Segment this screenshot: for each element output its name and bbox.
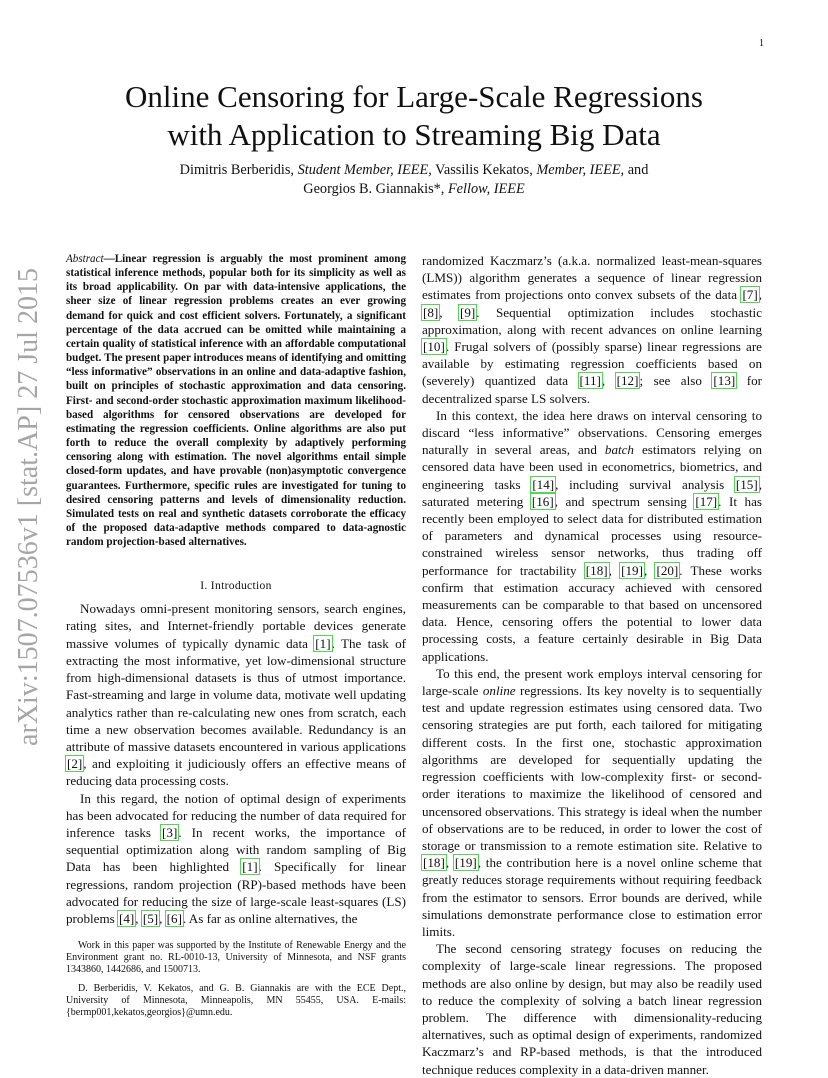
arxiv-stamp-text: arXiv:1507.07536v1 [stat.AP] 27 Jul 2015 (13, 268, 44, 746)
abstract-label: Abstract (66, 253, 104, 265)
citation-link[interactable]: [20] (656, 562, 679, 578)
citation-link[interactable]: [8] (423, 304, 439, 320)
text-run: regressions. Its key novelty is to sequentially test and update regression estimates using censored data. Two censoring strategies are put forth, each tailored for mitigating different costs. In the first one, stochastic approximation algorithms are developed for sequentially updating the regression coefficients with low-complexity first- or second-order iterations to maximize the likelihood of censored and uncensored observations. This strategy is ideal when the number of observations are to be reduced, in order to lower the cost of storage or transmission to a remote estimation site. Relative to (422, 683, 762, 853)
text-run: for decentralized sparse LS solvers. (422, 373, 762, 406)
text-run: , saturated metering (422, 476, 762, 509)
page-number: 1 (759, 38, 764, 49)
arxiv-stamp[interactable] (6, 268, 46, 748)
left-column (66, 252, 406, 927)
citation-link[interactable]: [16] (531, 493, 554, 509)
citation-link[interactable]: [1] (242, 859, 258, 875)
text-run: In this regard, the notion of optimal design of experiments has been advocated for reducing the number of data required for inference tasks (66, 790, 406, 840)
citation-link[interactable]: [19] (454, 855, 477, 871)
author-3-role: Fellow, IEEE (447, 181, 525, 197)
text-run: The second censoring strategy focuses on reducing the complexity of large-scale linear regressions. The proposed methods are also online by design, but may also be readily used to reduce the complexity of solving a batch linear regression problem. The difference with dimensionality-reducing alternatives, such as optimal design of experiments, randomized Kaczmarz’s and RP-based methods, is that the introduced technique reduces complexity in a data-driven manner. (422, 941, 762, 1077)
author-2: Vassilis Kekatos, (431, 162, 533, 178)
footnote-funding: Work in this paper was supported by the Institute of Renewable Energy and the Environment grant no. RL-0010-13, University of Minnesota, and NSF grants 1343860, 1442686, and 1500713. (66, 940, 406, 976)
text-run: estimators relying on censored data have been used in econometrics, biometrics, and engineering tasks (422, 442, 762, 492)
text-run: , (601, 373, 616, 389)
text-run: . As far as online alternatives, the (182, 910, 358, 926)
text-run: In this context, the idea here draws on interval censoring to discard “less informative” observations. Censoring emerges naturally in several areas, and (422, 407, 762, 458)
text-run: , (135, 910, 142, 926)
text-run: To this end, the present work employs interval censoring for large-scale (422, 665, 762, 699)
citation-link[interactable]: [12] (616, 373, 639, 389)
paragraph (422, 665, 762, 940)
arxiv-stamp-svg (6, 268, 46, 748)
title-line-1: Online Censoring for Large-Scale Regressions (125, 79, 703, 114)
text-run: , (608, 562, 621, 578)
citation-link[interactable]: [6] (166, 910, 182, 926)
text-run: . It has recently been employed to select data for distributed estimation of parameters and dynamical processes using resource-constrained wireless sensor networks, thus trading off performance for tractability (422, 493, 762, 578)
text-run: , (445, 855, 454, 871)
citation-link[interactable]: [4] (119, 910, 135, 926)
citation-link[interactable]: [2] (67, 756, 83, 772)
author-3: Georgios B. Giannakis*, (303, 181, 445, 197)
text-run: Nowadays omni-present monitoring sensors, search engines, rating sites, and Internet-friendly portable devices generate massive volumes of typically dynamic data (66, 601, 406, 651)
abstract-text: —Linear regression is arguably the most prominent among statistical inference methods, popular both for its simplicity as well as its broad applicability. On par with data-intensive applications, the sheer size of linear regression problems creates an ever growing demand for quick and cost efficient solvers. Fortunately, a significant percentage of the data accrued can be omitted while maintaining a certain quality of statistical inference with an affordable computational budget. The present paper introduces means of identifying and omitting “less informative” observations in an online and data-adaptive fashion, built on principles of stochastic approximation and data censoring. First- and second-order stochastic approximation maximum likelihood-based algorithms for censored observations are developed for estimating the regression coefficients. Online algorithms are also put forth to reduce the overall complexity by adaptively performing censoring along with estimation. The novel algorithms entail simple closed-form updates, and have provable (non)asymptotic convergence guarantees. Furthermore, specific rules are investigated for tuning to desired censoring patterns and levels of dimensionality reduction. Simulated tests on real and synthetic datasets corroborate the efficacy of the proposed data-adaptive methods compared to data-agnostic random projection-based alternatives. (66, 253, 406, 549)
text-run: . These works confirm that estimation accuracy achieved with censored measurements can be comparable to that based on uncensored data. Hence, censoring offers the potential to lower data processing costs, a feature certainly desirable in Big Data applications. (422, 562, 763, 664)
footnote-affiliation: D. Berberidis, V. Kekatos, and G. B. Giannakis are with the ECE Dept., University of Minnesota, Minneapolis, MN 55455, USA. E-mails:{bermp001,kekatos,georgios}@umn.edu. (66, 982, 406, 1019)
paragraph (66, 790, 406, 928)
citation-link[interactable]: [9] (460, 304, 476, 320)
paragraph (422, 940, 762, 1078)
author-2-role: Member, IEEE, (536, 162, 625, 178)
author-and: and (624, 162, 649, 178)
citation-link[interactable]: [17] (695, 493, 718, 509)
section-heading-introduction: I. Introduction (200, 579, 272, 593)
author-list (60, 161, 768, 199)
emphasis: online (482, 683, 516, 699)
citation-link[interactable]: [11] (579, 373, 601, 389)
text-run: , and exploiting it judiciously offers an effective means of reducing data processing costs. (66, 756, 406, 789)
author-line-1 (60, 161, 768, 180)
citation-link[interactable]: [10] (423, 339, 445, 355)
text-run: . The task of extracting the most informative, yet low-dimensional structure from high-dimensional datasets is thus of utmost importance. Fast-streaming and large in volume data, motivate well updating analytics rather than re-calculating new ones from scratch, each time a new observation becomes available. Redundancy is an attribute of massive datasets encountered in various applications (66, 635, 407, 754)
paragraph (422, 407, 762, 665)
text-run: , (439, 304, 459, 320)
citation-link[interactable]: [18] (585, 562, 608, 578)
text-run: , the contribution here is a novel online scheme that greatly reduces storage requirements without requiring feedback from the estimator to sensors. Error bounds are derived, while simulations demonstrate performance close to estimation error limits. (422, 855, 762, 939)
text-run: , including survival analysis (555, 476, 735, 492)
citation-link[interactable]: [14] (532, 476, 555, 492)
citation-link[interactable]: [15] (735, 476, 758, 492)
footnote (66, 940, 406, 1019)
abstract (66, 252, 406, 549)
text-run: . Specifically for linear regressions, random projection (RP)-based methods have been advocated for reducing the size of large-scale least-squares (LS) problems (66, 859, 406, 926)
paragraph (422, 252, 762, 407)
text-run: , and spectrum sensing (554, 493, 695, 509)
text-run: , (758, 287, 762, 303)
text-run: . In recent works, the importance of sequential optimization along with random sampling of Big Data has been highlighted (66, 824, 406, 875)
author-1: Dimitris Berberidis, (179, 162, 295, 178)
text-run: ; see also (639, 373, 713, 389)
text-run: randomized Kaczmarz’s (a.k.a. normalized least-mean-squares (LMS)) algorithm generates a sequence of linear regression estimates from projections onto convex subsets of the data (422, 253, 762, 303)
text-run: , (643, 562, 656, 578)
right-column (422, 252, 762, 1078)
citation-link[interactable]: [18] (423, 855, 445, 871)
citation-link[interactable]: [13] (713, 373, 736, 389)
citation-link[interactable]: [7] (742, 287, 758, 303)
text-run: . Sequential optimization includes stochastic approximation, along with recent advances on online learning (422, 304, 763, 337)
citation-link[interactable]: [5] (142, 910, 159, 926)
citation-link[interactable]: [1] (315, 635, 331, 651)
author-1-role: Student Member, IEEE, (297, 162, 432, 178)
text-run: . Frugal solvers of (possibly sparse) linear regressions are available by estimating regression coefficients based on (severely) quantized data (422, 339, 762, 389)
citation-link[interactable]: [19] (621, 562, 643, 578)
paragraph (66, 600, 406, 789)
author-line-2 (60, 180, 768, 199)
emphasis: batch (604, 442, 634, 458)
paper-title (60, 78, 768, 154)
title-line-2: with Application to Streaming Big Data (167, 117, 661, 152)
citation-link[interactable]: [3] (162, 824, 178, 840)
introduction-body (66, 600, 406, 927)
text-run: , (159, 910, 166, 926)
